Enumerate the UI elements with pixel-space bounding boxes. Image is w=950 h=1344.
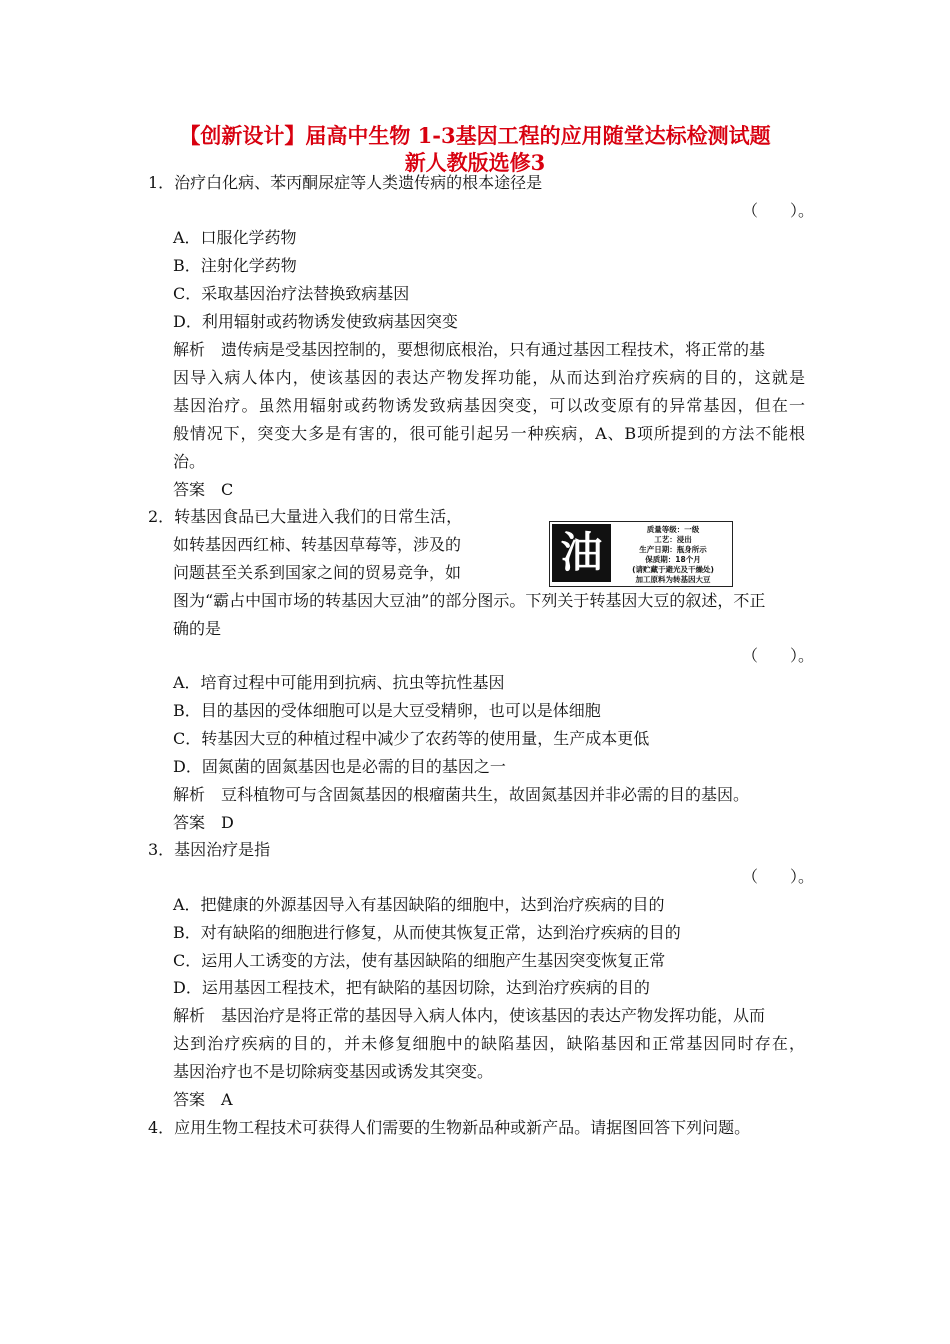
question-1-analysis-line-3: 基因治疗。虽然用辐射或药物诱发致病基因突变，可以改变原有的异常基因，但在一 <box>173 396 805 415</box>
info-storage: (请贮藏于避光及干燥处) <box>632 565 714 574</box>
question-1-paren: （ ）。 <box>742 201 815 220</box>
question-2-analysis <box>173 784 749 806</box>
question-2-answer <box>173 812 234 834</box>
question-2-stem-line-2: 如转基因西红柿、转基因草莓等，涉及的 <box>173 535 462 554</box>
question-1-option-a: A．口服化学药物 <box>173 228 297 247</box>
analysis-text: 基因治疗是将正常的基因导入病人体内，使该基因的表达产物发挥功能，从而 <box>221 1006 766 1025</box>
question-1-analysis-line-1 <box>173 339 765 361</box>
analysis-text: 遗传病是受基因控制的，要想彻底根治，只有通过基因工程技术，将正常的基 <box>221 340 766 359</box>
info-shelf-life: 保质期：18个月 <box>645 555 701 564</box>
info-quality: 质量等级：一级 <box>646 525 700 534</box>
question-3-analysis-line-1 <box>173 1005 765 1027</box>
answer-label: 答案 <box>173 480 206 499</box>
analysis-label: 解析 <box>173 340 206 359</box>
question-2-stem-line-1: 2．转基因食品已大量进入我们的日常生活， <box>148 507 463 526</box>
question-2-stem-line-4: 图为“霸占中国市场的转基因大豆油”的部分图示。下列关于转基因大豆的叙述，不正 <box>173 591 766 610</box>
question-2-option-c: C．转基因大豆的种植过程中减少了农药等的使用量，生产成本更低 <box>173 729 650 748</box>
question-3-option-a: A．把健康的外源基因导入有基因缺陷的细胞中，达到治疗疾病的目的 <box>173 895 665 914</box>
title-line-1: 【创新设计】届高中生物 1-3基因工程的应用随堂达标检测试题 <box>179 123 771 148</box>
question-2-stem-line-3: 问题甚至关系到国家之间的贸易竞争，如 <box>173 563 462 582</box>
answer-value: C <box>221 480 234 499</box>
question-1-option-c: C．采取基因治疗法替换致病基因 <box>173 284 410 303</box>
question-4-stem: 4．应用生物工程技术可获得人们需要的生物新品种或新产品。请据图回答下列问题。 <box>148 1118 751 1137</box>
question-1-analysis-line-4: 般情况下，突变大多是有害的，很可能引起另一种疾病，A、B项所提到的方法不能根 <box>173 424 805 443</box>
answer-label: 答案 <box>173 813 206 832</box>
analysis-label: 解析 <box>173 785 206 804</box>
question-3-answer <box>173 1089 233 1111</box>
analysis-label: 解析 <box>173 1006 206 1025</box>
answer-label: 答案 <box>173 1090 206 1109</box>
question-3-analysis-line-2: 达到治疗疾病的目的，并未修复细胞中的缺陷基因，缺陷基因和正常基因同时存在， <box>173 1034 805 1053</box>
oil-label-info <box>616 525 730 585</box>
question-3-paren: （ ）。 <box>742 867 815 886</box>
oil-logo-block <box>552 524 611 582</box>
oil-character: 油 <box>560 528 603 577</box>
question-1-analysis-line-5: 治。 <box>173 452 206 471</box>
question-2-paren: （ ）。 <box>742 646 815 665</box>
info-raw-material: 加工原料为转基因大豆 <box>635 575 711 584</box>
question-2-option-b: B．目的基因的受体细胞可以是大豆受精卵，也可以是体细胞 <box>173 701 601 720</box>
info-process: 工艺：浸出 <box>654 535 692 544</box>
info-production-date: 生产日期：瓶身所示 <box>639 545 707 554</box>
question-2-option-d: D．固氮菌的固氮基因也是必需的目的基因之一 <box>173 757 506 776</box>
question-2-stem-line-5: 确的是 <box>173 619 222 638</box>
soybean-oil-label-figure <box>549 521 733 587</box>
question-3-analysis-line-3: 基因治疗也不是切除病变基因或诱发其突变。 <box>173 1062 494 1081</box>
title-line-2: 新人教版选修3 <box>404 150 546 175</box>
question-3-option-c: C．运用人工诱变的方法，使有基因缺陷的细胞产生基因突变恢复正常 <box>173 951 666 970</box>
question-1-option-d: D．利用辐射或药物诱发使致病基因突变 <box>173 312 458 331</box>
question-3-option-d: D．运用基因工程技术，把有缺陷的基因切除，达到治疗疾病的目的 <box>173 978 650 997</box>
question-1-analysis-line-2: 因导入病人体内，使该基因的表达产物发挥功能，从而达到治疗疾病的目的，这就是 <box>173 368 805 387</box>
question-2-option-a: A．培育过程中可能用到抗病、抗虫等抗性基因 <box>173 673 505 692</box>
question-1-answer <box>173 479 233 501</box>
question-1-option-b: B．注射化学药物 <box>173 256 297 275</box>
answer-value: D <box>221 813 234 832</box>
question-3-option-b: B．对有缺陷的细胞进行修复，从而使其恢复正常，达到治疗疾病的目的 <box>173 923 681 942</box>
question-1-stem: 1．治疗白化病、苯丙酮尿症等人类遗传病的根本途径是 <box>148 173 543 192</box>
analysis-text: 豆科植物可与含固氮基因的根瘤菌共生，故固氮基因并非必需的目的基因。 <box>221 785 750 804</box>
question-3-stem: 3．基因治疗是指 <box>148 840 271 859</box>
answer-value: A <box>221 1090 233 1109</box>
